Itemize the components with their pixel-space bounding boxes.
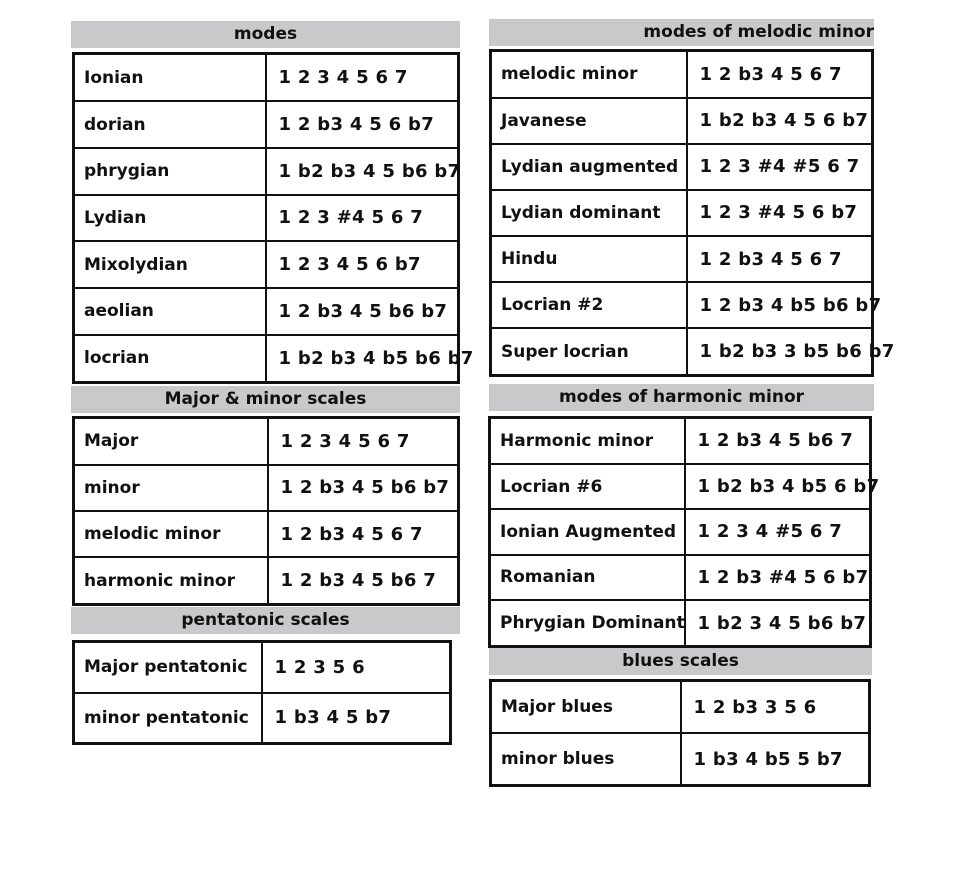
scale-row (74, 148, 459, 195)
pentatonic-table (72, 640, 452, 745)
scale-formula: 1 2 3 4 5 6 7 (266, 54, 459, 102)
scale-formula: 1 b3 4 5 b7 (262, 693, 451, 744)
scale-row (74, 557, 459, 604)
scale-name: Ionian Augmented (490, 509, 685, 554)
melodic-minor-modes-table (489, 49, 895, 377)
harmonic-minor-modes-table (488, 416, 880, 648)
blues-header: blues scales (489, 648, 872, 675)
major-minor-table (72, 416, 460, 606)
scale-name: Lydian dominant (491, 190, 687, 236)
scale-row (491, 282, 873, 328)
scale-name: aeolian (74, 288, 266, 335)
scale-formula: 1 b2 b3 4 b5 b6 b7 (266, 335, 459, 383)
pentatonic-header: pentatonic scales (71, 607, 460, 634)
blues-table (489, 679, 871, 787)
scale-row (74, 642, 451, 693)
scale-formula: 1 2 b3 4 5 6 7 (687, 236, 873, 282)
scale-row (490, 555, 871, 600)
scale-row (491, 144, 873, 190)
scale-formula: 1 2 b3 4 5 b6 7 (685, 418, 871, 464)
scale-formula: 1 2 3 #4 5 6 b7 (687, 190, 873, 236)
scale-name: minor blues (491, 733, 681, 786)
scale-name: melodic minor (491, 51, 687, 98)
scale-row (491, 681, 870, 734)
scale-name: Phrygian Dominant (490, 600, 685, 646)
scale-formula: 1 b2 b3 4 b5 6 b7 (685, 464, 871, 509)
scale-row (74, 241, 459, 288)
scale-name: Locrian #6 (490, 464, 685, 509)
scale-name: Lydian augmented (491, 144, 687, 190)
scale-formula: 1 2 b3 4 5 6 7 (687, 51, 873, 98)
scale-formula: 1 2 b3 4 5 b6 b7 (268, 465, 459, 511)
scale-name: Lydian (74, 195, 266, 242)
scale-name: Harmonic minor (490, 418, 685, 464)
scale-formula: 1 b3 4 b5 5 b7 (681, 733, 870, 786)
scale-row (491, 98, 873, 144)
scale-formula: 1 b2 b3 4 5 b6 b7 (266, 148, 459, 195)
scale-name: minor pentatonic (74, 693, 262, 744)
scale-formula: 1 2 b3 4 5 b6 b7 (266, 288, 459, 335)
scale-name: dorian (74, 101, 266, 148)
scale-name: Super locrian (491, 328, 687, 375)
scale-row (74, 511, 459, 557)
scale-row (491, 190, 873, 236)
scale-formula: 1 2 3 5 6 (262, 642, 451, 693)
scale-name: Major blues (491, 681, 681, 734)
scale-row (490, 509, 871, 554)
scale-row (74, 101, 459, 148)
scale-formula: 1 2 b3 3 5 6 (681, 681, 870, 734)
scale-row (74, 195, 459, 242)
scale-row (491, 733, 870, 786)
scale-name: phrygian (74, 148, 266, 195)
scale-formula: 1 b2 3 4 5 b6 b7 (685, 600, 871, 646)
scale-name: Major pentatonic (74, 642, 262, 693)
modes-header: modes (71, 21, 460, 48)
scale-formula: 1 b2 b3 3 b5 b6 b7 (687, 328, 873, 375)
scale-name: Javanese (491, 98, 687, 144)
scale-formula: 1 2 3 #4 5 6 7 (266, 195, 459, 242)
scale-formula: 1 2 b3 4 5 6 7 (268, 511, 459, 557)
scale-row (491, 51, 873, 98)
scale-row (490, 600, 871, 646)
scale-formula: 1 2 b3 #4 5 6 b7 (685, 555, 871, 600)
harmonic-minor-modes-header: modes of harmonic minor (489, 384, 874, 411)
scale-name: locrian (74, 335, 266, 383)
scale-row (74, 465, 459, 511)
scale-formula: 1 2 3 4 #5 6 7 (685, 509, 871, 554)
scale-formula: 1 b2 b3 4 5 6 b7 (687, 98, 873, 144)
scale-formula: 1 2 b3 4 5 b6 7 (268, 557, 459, 604)
scale-row (491, 236, 873, 282)
scale-name: Hindu (491, 236, 687, 282)
major-minor-header: Major & minor scales (71, 386, 460, 413)
scale-formula: 1 2 3 4 5 6 b7 (266, 241, 459, 288)
scale-name: Mixolydian (74, 241, 266, 288)
modes-table (72, 52, 474, 384)
scale-name: Locrian #2 (491, 282, 687, 328)
scale-row (490, 418, 871, 464)
scale-name: minor (74, 465, 268, 511)
melodic-minor-modes-header: modes of melodic minor (489, 19, 874, 46)
scale-formula: 1 2 3 4 5 6 7 (268, 418, 459, 465)
scale-row (74, 418, 459, 465)
scale-row (74, 288, 459, 335)
scale-row (490, 464, 871, 509)
scale-row (74, 54, 459, 102)
scale-row (74, 335, 459, 383)
scale-name: Ionian (74, 54, 266, 102)
scale-formula: 1 2 3 #4 #5 6 7 (687, 144, 873, 190)
scale-name: Major (74, 418, 268, 465)
scale-row (491, 328, 873, 375)
scale-name: Romanian (490, 555, 685, 600)
scale-formula: 1 2 b3 4 b5 b6 b7 (687, 282, 873, 328)
scale-name: melodic minor (74, 511, 268, 557)
scale-formula: 1 2 b3 4 5 6 b7 (266, 101, 459, 148)
scale-row (74, 693, 451, 744)
scale-name: harmonic minor (74, 557, 268, 604)
